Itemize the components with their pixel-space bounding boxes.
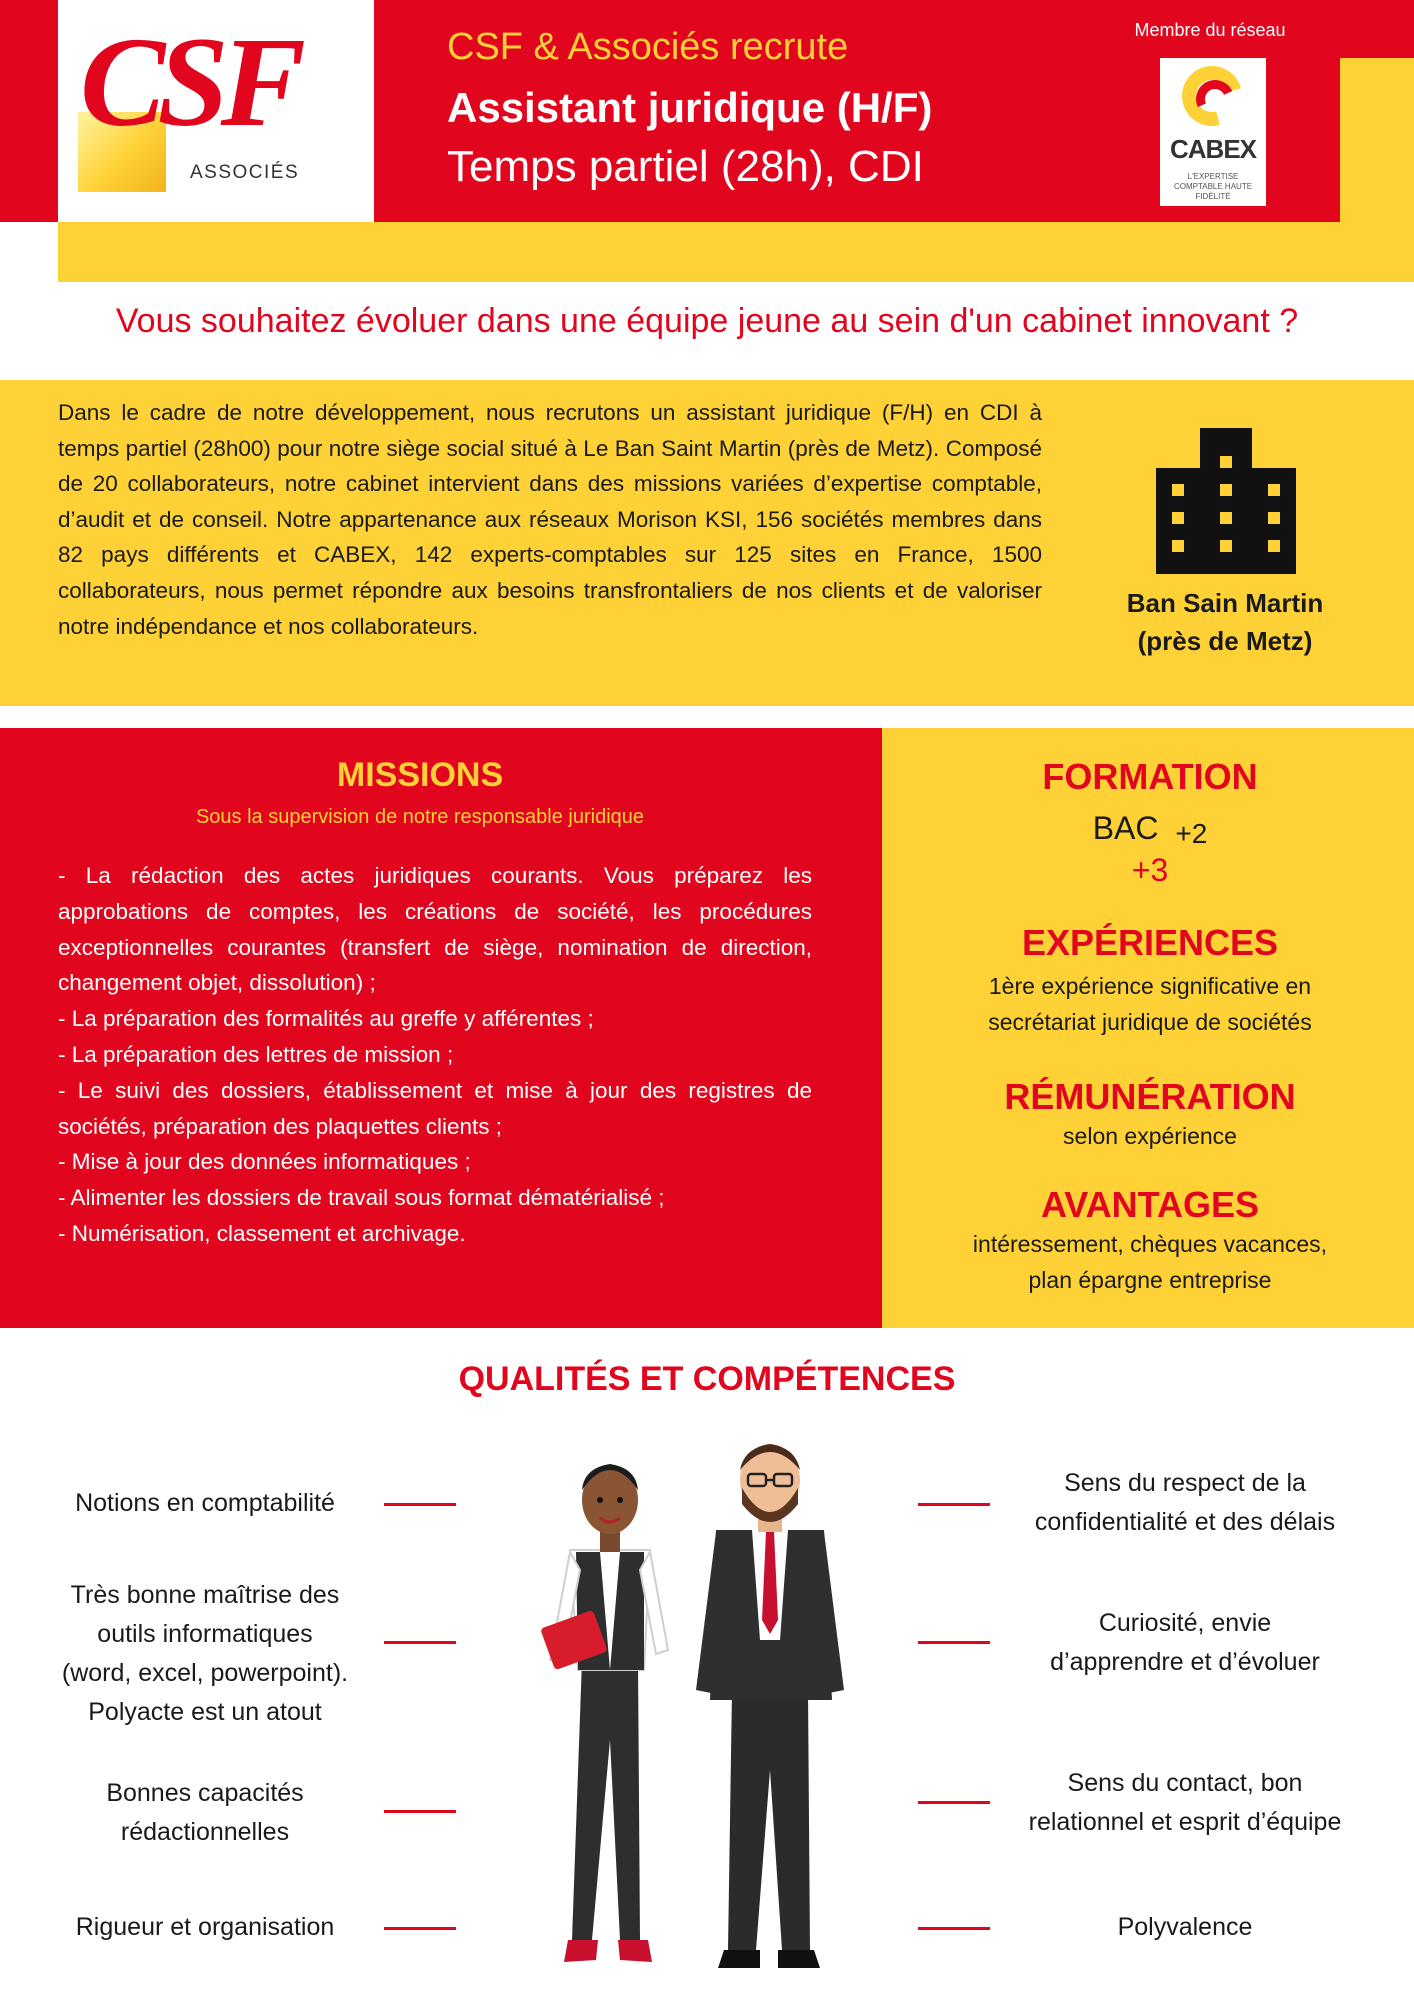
quality-line: Notions en comptabilité <box>75 1489 335 1517</box>
quality-right-2 <box>990 1604 1380 1682</box>
businessman-figure <box>696 1444 844 1968</box>
formation-plus2: +2 <box>1175 818 1208 849</box>
cabex-logo-name: CABEX <box>1169 134 1256 164</box>
list-item: - Mise à jour des données informatiques ; <box>58 1149 471 1175</box>
quality-right-3 <box>990 1764 1380 1842</box>
experience-title: EXPÉRIENCES <box>1021 922 1279 963</box>
formation-level <box>890 808 1410 850</box>
list-item: - La préparation des formalités au greffe y afférentes ; <box>58 1006 594 1032</box>
avantages-line-2: plan épargne entreprise <box>1028 1267 1272 1293</box>
quality-line: Très bonne maîtrise des <box>70 1581 340 1609</box>
connector-line <box>384 1927 456 1930</box>
csf-logo-subtitle: ASSOCIÉS <box>190 162 300 183</box>
connector-line <box>384 1810 456 1813</box>
quality-line: Sens du contact, bon <box>1067 1769 1303 1797</box>
formation-bac: BAC <box>1092 810 1159 846</box>
list-item: - La rédaction des actes juridiques courants. Vous préparez les approbations de comptes, les créations de société, les procédures exceptionnelles courantes (transfert de siège, nomination de direction, changement objet, dissolution) ; <box>58 863 812 996</box>
header-accent-side <box>1340 58 1414 282</box>
quality-line: Bonnes capacités <box>106 1779 304 1807</box>
quality-right-4 <box>990 1908 1380 1947</box>
quality-line: outils informatiques <box>97 1620 313 1648</box>
location-label <box>1090 584 1360 660</box>
list-item: - Alimenter les dossiers de travail sous format dématérialisé ; <box>58 1185 665 1211</box>
missions-list <box>58 858 812 1252</box>
quality-line: relationnel et esprit d’équipe <box>1028 1808 1342 1836</box>
missions-title: MISSIONS <box>336 756 504 794</box>
experience-line-2: secrétariat juridique de sociétés <box>988 1009 1312 1035</box>
network-member-label: Membre du réseau <box>1134 20 1286 40</box>
connector-line <box>918 1927 990 1930</box>
building-icon <box>1156 428 1296 574</box>
quality-line: Curiosité, envie <box>1098 1609 1272 1637</box>
csf-logo-text: CSF <box>80 11 298 153</box>
quality-line: d’apprendre et d’évoluer <box>1050 1648 1320 1676</box>
missions-subtitle: Sous la supervision de notre responsable juridique <box>195 806 645 828</box>
connector-line <box>384 1641 456 1644</box>
list-item: - Le suivi des dossiers, établissement et mise à jour des registres de sociétés, préparation des plaquettes clients ; <box>58 1077 812 1139</box>
recruit-line: CSF & Associés recrute <box>447 26 849 68</box>
business-people-illustration <box>520 1440 900 1980</box>
quality-line: Polyvalence <box>1117 1913 1253 1941</box>
headline-question: Vous souhaitez évoluer dans une équipe jeune au sein d'un cabinet innovant ? <box>115 302 1299 340</box>
quality-left-4 <box>30 1908 380 1947</box>
quality-line: confidentialité et des délais <box>1034 1508 1336 1536</box>
avantages-title: AVANTAGES <box>1040 1184 1259 1225</box>
businesswoman-figure <box>540 1464 668 1962</box>
remuneration-text: selon expérience <box>1063 1123 1237 1149</box>
connector-line <box>918 1641 990 1644</box>
quality-line: Sens du respect de la <box>1064 1469 1306 1497</box>
qualities-title: QUALITÉS ET COMPÉTENCES <box>458 1360 956 1398</box>
experience-line-1: 1ère expérience significative en <box>988 973 1312 999</box>
connector-line <box>918 1801 990 1804</box>
cabex-logo-tagline: L'EXPERTISE COMPTABLE HAUTE FIDÉLITÉ <box>1173 172 1253 201</box>
job-title: Assistant juridique (H/F) <box>447 84 933 131</box>
connector-line <box>384 1503 456 1506</box>
formation-plus3: +3 <box>1131 852 1169 888</box>
quality-right-1 <box>990 1464 1380 1542</box>
connector-line <box>918 1503 990 1506</box>
quality-left-2 <box>30 1576 380 1732</box>
quality-line: rédactionnelles <box>120 1818 290 1846</box>
location-line-1: Ban Sain Martin <box>1126 588 1324 618</box>
list-item: - Numérisation, classement et archivage. <box>58 1220 466 1246</box>
job-contract: Temps partiel (28h), CDI <box>447 142 924 191</box>
header-accent-bar <box>58 222 1414 282</box>
quality-left-1 <box>30 1484 380 1523</box>
quality-line: Polyacte est un atout <box>88 1698 322 1726</box>
quality-left-3 <box>30 1774 380 1852</box>
intro-paragraph: Dans le cadre de notre développement, nous recrutons un assistant juridique (F/H) en CDI à temps partiel (28h00) pour notre siège social situé à Le Ban Saint Martin (près de Metz). Composé de 20 collaborateurs, notre cabinet intervient dans des missions variées d’expertise comptable, d’audit et de conseil. Notre appartenance aux réseaux Morison KSI, 156 sociétés membres dans 82 pays différents et CABEX, 142 experts-comptables sur 125 sites en France, 1500 collaborateurs, nous permet répondre aux besoins transfrontaliers de nos clients et de valoriser notre indépendance et nos collaborateurs. <box>58 400 1042 639</box>
remuneration-title: RÉMUNÉRATION <box>1004 1076 1296 1117</box>
avantages-line-1: intéressement, chèques vacances, <box>972 1231 1328 1257</box>
quality-line: Rigueur et organisation <box>75 1913 335 1941</box>
location-line-2: (près de Metz) <box>1137 626 1313 656</box>
formation-title: FORMATION <box>1042 756 1258 797</box>
list-item: - La préparation des lettres de mission ; <box>58 1041 454 1067</box>
quality-line: (word, excel, powerpoint). <box>61 1659 349 1687</box>
